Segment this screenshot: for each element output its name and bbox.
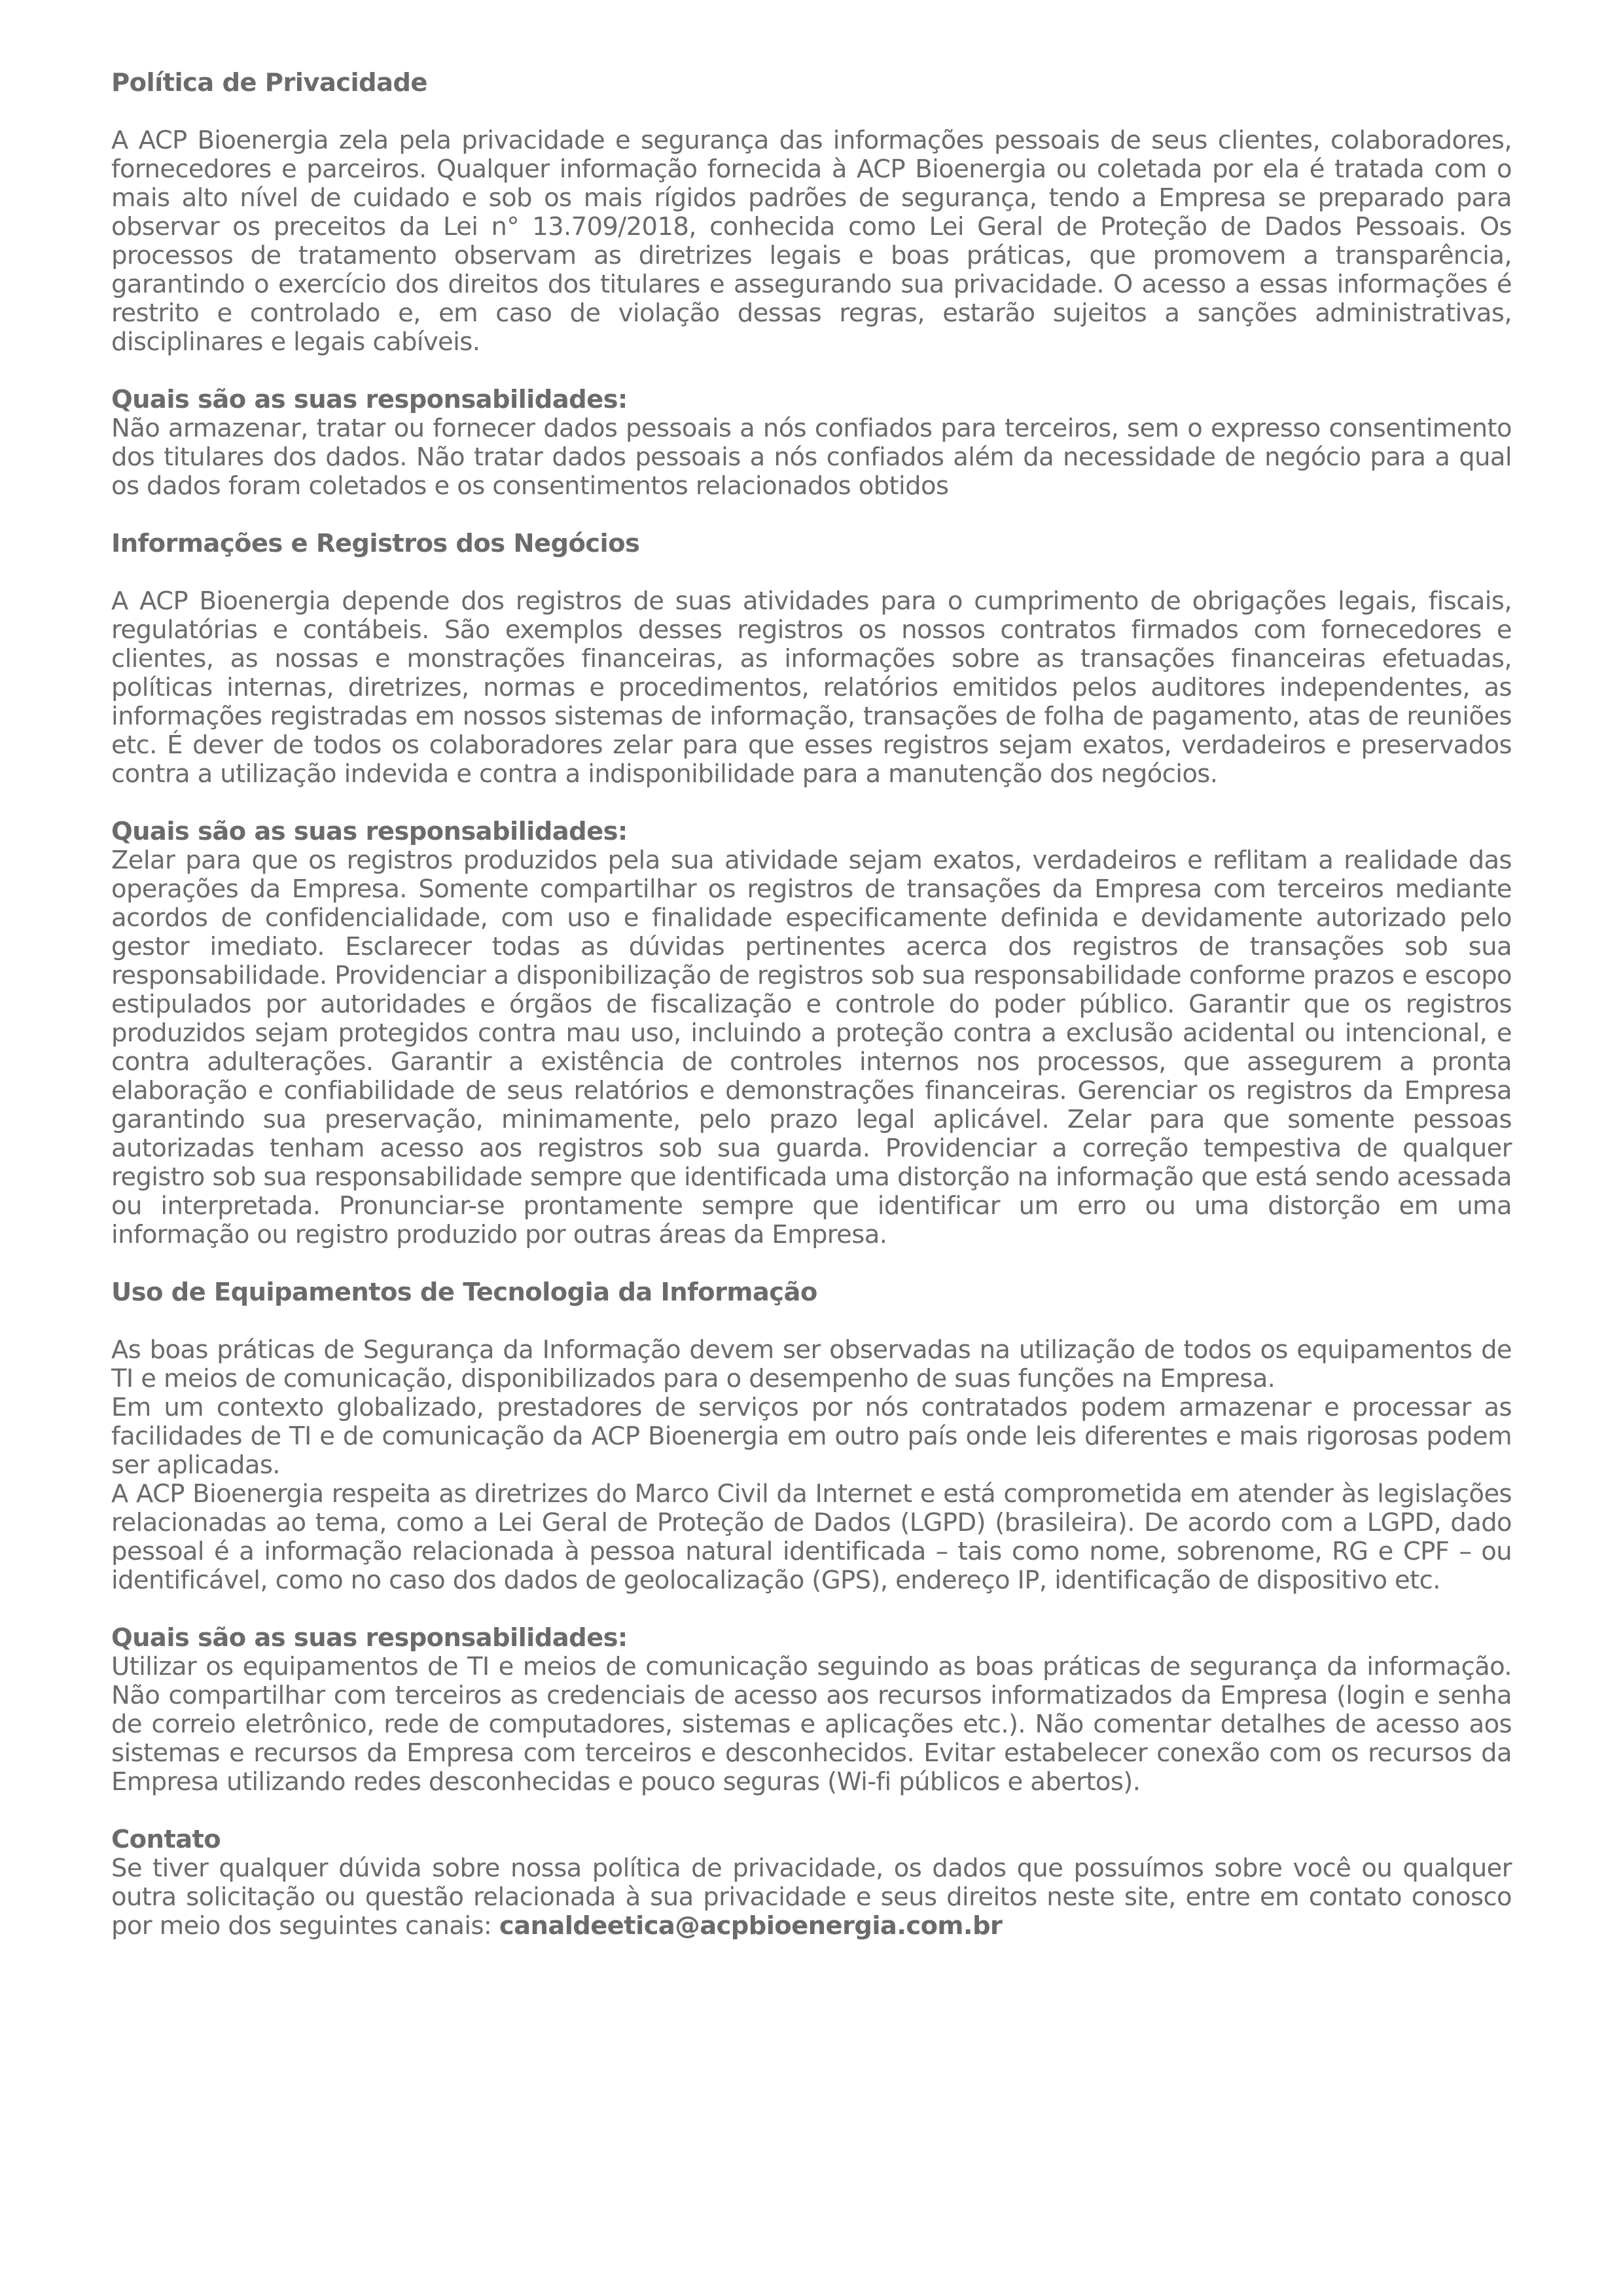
privacy-responsibilities-body: Não armazenar, tratar ou fornecer dados pessoais a nós confiados para terceiros, sem o expresso consentimento dos titulares dos dados. Não tratar dados pessoais a nós confiados além da necessidade de negócio para a qual os dados foram coletados e os consentimentos relacionados obtidos — [111, 414, 1512, 501]
privacy-title: Política de Privacidade — [111, 68, 427, 98]
records-responsibilities-body: Zelar para que os registros produzidos pela sua atividade sejam exatos, verdadeiros e reflitam a realidade das operações da Empresa. Somente compartilhar os registros de transações da Empresa com terceiros mediante acordos de confidencialidade, com uso e finalidade especificamente definida e devidamente autorizado pelo gestor imediato. Esclarecer todas as dúvidas pertinentes acerca dos registros de transações sob sua responsabilidade. Providenciar a disponibilização de registros sob sua responsabilidade conforme prazos e escopo estipulados por autoridades e órgãos de fiscalização e controle do poder público. Garantir que os registros produzidos sejam protegidos contra mau uso, incluindo a proteção contra a exclusão acidental ou intencional, e contra adulterações. Garantir a existência de controles internos nos processos, que assegurem a pronta elaboração e confiabilidade de seus relatórios e demonstrações financeiras. Gerenciar os registros da Empresa garantindo sua preservação, minimamente, pelo prazo legal aplicável. Zelar para que somente pessoas autorizadas tenham acesso aos registros sob sua guarda. Providenciar a correção tempestiva de qualquer registro sob sua responsabilidade sempre que identificada uma distorção na informação que está sendo acessada ou interpretada. Pronunciar-se prontamente sempre que identificar um erro ou uma distorção em uma informação ou registro produzido por outras áreas da Empresa. — [111, 846, 1512, 1249]
records-body: A ACP Bioenergia depende dos registros de suas atividades para o cumprimento de obrigações legais, fiscais, regulatórias e contábeis. São exemplos desses registros os nossos contratos firmados com fornecedores e clientes, as nossas e monstrações financeiras, as informações sobre as transações financeiras efetuadas, políticas internas, diretrizes, normas e procedimentos, relatórios emitidos pelos auditores independentes, as informações registradas em nossos sistemas de informação, transações de folha de pagamento, atas de reuniões etc. É dever de todos os colaboradores zelar para que esses registros sejam exatos, verdadeiros e preservados contra a utilização indevida e contra a indisponibilidade para a manutenção dos negócios. — [111, 586, 1512, 789]
privacy-responsibilities-title: Quais são as suas responsabilidades: — [111, 385, 628, 414]
it-responsibilities-body: Utilizar os equipamentos de TI e meios de comunicação seguindo as boas práticas de segurança da informação. Não compartilhar com terceiros as credenciais de acesso aos recursos informatizados da Empresa (login e senha de correio eletrônico, rede de computadores, sistemas e aplicações etc.). Não comentar detalhes de acesso aos sistemas e recursos da Empresa com terceiros e desconhecidos. Evitar estabelecer conexão com os recursos da Empresa utilizando redes desconhecidas e pouco seguras (Wi-fi públicos e abertos). — [111, 1652, 1512, 1797]
contact-text: Se tiver qualquer dúvida sobre nossa política de privacidade, os dados que possuímos sobre você ou qualquer outra solicitação ou questão relacionada à sua privacidade e seus direitos neste site, entre em contato conosco por meio dos seguintes canais: — [111, 1854, 1512, 1941]
it-body-2: Em um contexto globalizado, prestadores de serviços por nós contratados podem armazenar e processar as facilidades de TI e de comunicação da ACP Bioenergia em outro país onde leis diferentes e mais rigorosas podem ser aplicadas. — [111, 1393, 1512, 1480]
contact-email-link[interactable]: canaldeetica@acpbioenergia.com.br — [499, 1911, 1003, 1941]
contact-body — [111, 1854, 1512, 1941]
it-title: Uso de Equipamentos de Tecnologia da Informação — [111, 1278, 817, 1307]
it-body-3: A ACP Bioenergia respeita as diretrizes do Marco Civil da Internet e está comprometida em atender às legislações relacionadas ao tema, como a Lei Geral de Proteção de Dados (LGPD) (brasileira). De acordo com a LGPD, dado pessoal é a informação relacionada à pessoa natural identificada – tais como nome, sobrenome, RG e CPF – ou identificável, como no caso dos dados de geolocalização (GPS), endereço IP, identificação de dispositivo etc. — [111, 1479, 1512, 1595]
document-page — [111, 69, 1512, 1941]
records-responsibilities-title: Quais são as suas responsabilidades: — [111, 817, 628, 846]
contact-title: Contato — [111, 1825, 221, 1854]
records-title: Informações e Registros dos Negócios — [111, 529, 640, 558]
it-body-1: As boas práticas de Segurança da Informação devem ser observadas na utilização de todos os equipamentos de TI e meios de comunicação, disponibilizados para o desempenho de suas funções na Empresa. — [111, 1335, 1512, 1393]
privacy-body: A ACP Bioenergia zela pela privacidade e segurança das informações pessoais de seus clientes, colaboradores, fornecedores e parceiros. Qualquer informação fornecida à ACP Bioenergia ou coletada por ela é tratada com o mais alto nível de cuidado e sob os mais rígidos padrões de segurança, tendo a Empresa se preparado para observar os preceitos da Lei n° 13.709/2018, conhecida como Lei Geral de Proteção de Dados Pessoais. Os processos de tratamento observam as diretrizes legais e boas práticas, que promovem a transparência, garantindo o exercício dos direitos dos titulares e assegurando sua privacidade. O acesso a essas informações é restrito e controlado e, em caso de violação dessas regras, estarão sujeitos a sanções administrativas, disciplinares e legais cabíveis. — [111, 126, 1512, 357]
it-responsibilities-title: Quais são as suas responsabilidades: — [111, 1623, 628, 1653]
